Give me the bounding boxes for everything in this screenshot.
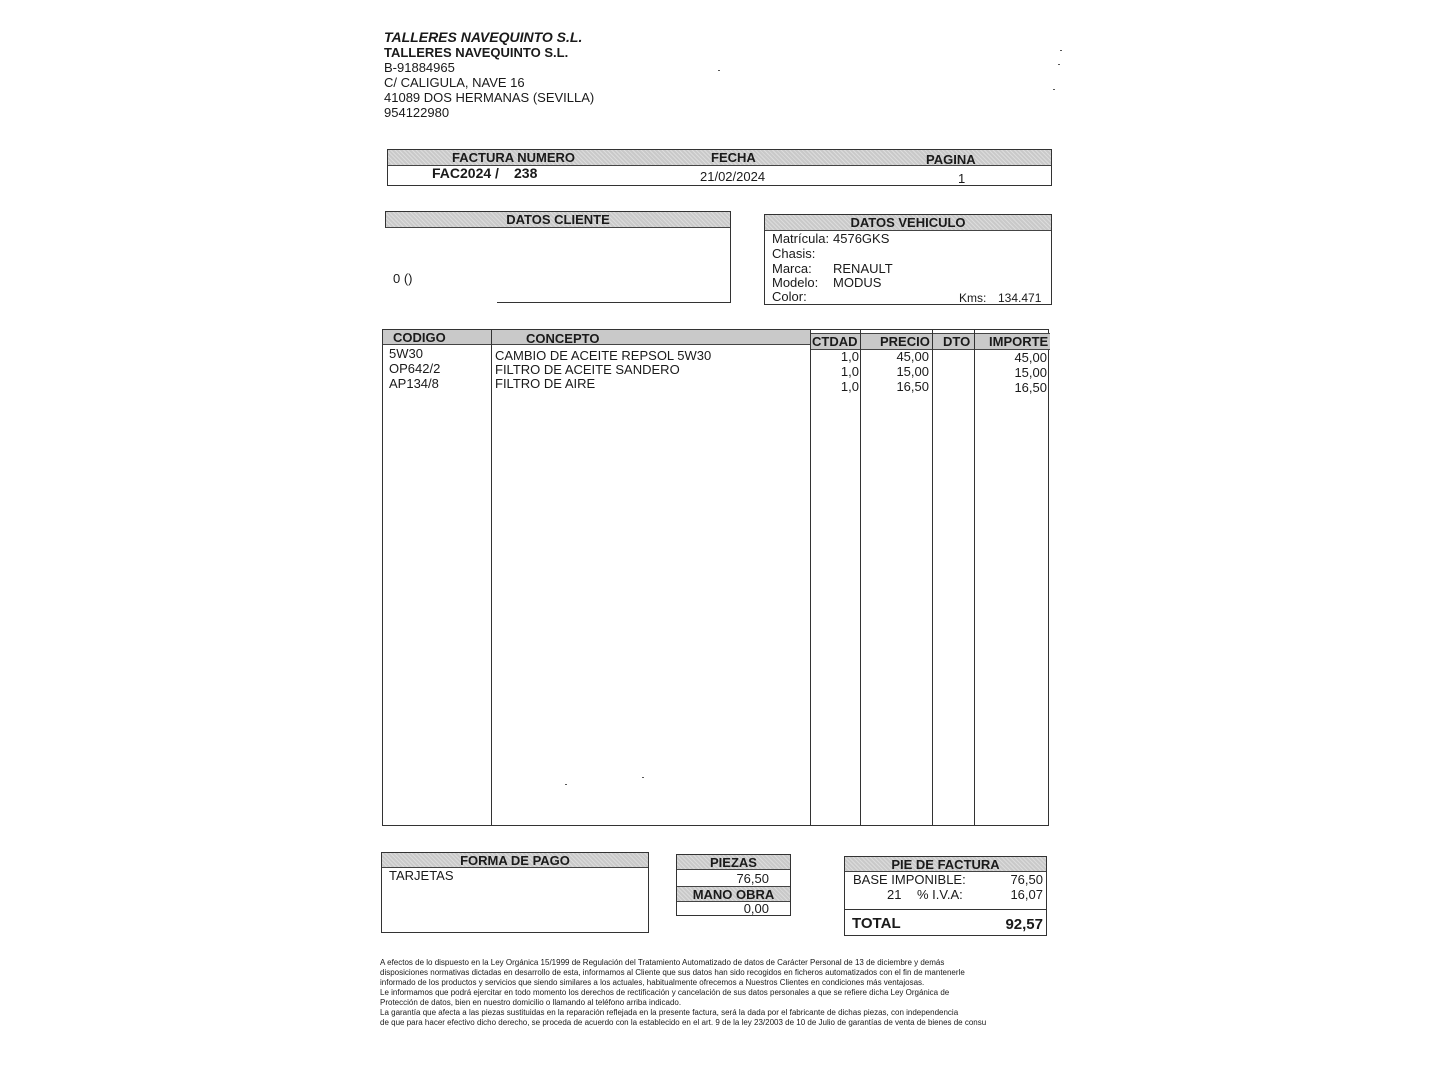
- legal-line: A efectos de lo dispuesto en la Ley Orgánica 15/1999 de Regulación del Tratamiento Automatizado de datos de Carácter Personal de 13 de diciembre y demás: [380, 958, 945, 967]
- invoice-date-label: FECHA: [711, 150, 756, 165]
- row-codigo: AP134/8: [389, 376, 439, 391]
- row-precio: 15,00: [896, 364, 929, 379]
- invoice-number-label: FACTURA NUMERO: [452, 150, 576, 165]
- company-block: [384, 29, 594, 120]
- vehicle-modelo-label: Modelo:: [772, 275, 819, 290]
- row-ctdad: 1,0: [840, 364, 859, 379]
- col-header-codigo: CODIGO: [393, 330, 446, 345]
- col-divider: [810, 330, 811, 825]
- company-phone: 954122980: [384, 105, 450, 120]
- legal-line: disposiciones normativas dictadas en desarrollo de esta, informamos al Cliente que sus datos han sido recogidos en ficheros automatizados con el fin de mantenerle: [380, 968, 965, 977]
- client-line: 0 (): [393, 271, 413, 286]
- mano-obra-label: MANO OBRA: [677, 886, 790, 902]
- client-box-right-edge: [730, 227, 731, 303]
- invoice-info-header: [388, 150, 1051, 166]
- vehicle-matricula-label: Matrícula:: [772, 231, 830, 246]
- company-address: C/ CALIGULA, NAVE 16: [384, 75, 525, 90]
- base-label: BASE IMPONIBLE:: [853, 872, 966, 887]
- col-header-ctdad: CTDAD: [812, 334, 858, 349]
- mano-obra-value: 0,00: [743, 901, 769, 916]
- row-importe: 45,00: [1014, 350, 1047, 365]
- legal-line: Le informamos que podrá ejercitar en todo momento los derechos de rectificación y cancelación de sus datos personales a que se refiere dicha Ley Orgánica de: [380, 988, 950, 997]
- legal-line: Protección de datos, bien en nuestro domicilio o llamando al teléfono arriba indicado.: [380, 998, 682, 1007]
- scan-speck: [1058, 64, 1060, 65]
- legal-line: de que para hacer efectivo dicho derecho, se proceda de acuerdo con la establecido en el art. 9 de la ley 23/2003 de 10 de Julio de garantías de venta de bienes de consu: [380, 1018, 987, 1027]
- row-concepto: FILTRO DE ACEITE SANDERO: [495, 362, 680, 377]
- base-value: 76,50: [1010, 872, 1043, 887]
- col-header-concepto: CONCEPTO: [526, 331, 600, 346]
- payment-box: [381, 852, 649, 933]
- row-ctdad: 1,0: [840, 349, 859, 364]
- client-box: [385, 211, 731, 303]
- col-header-dto: DTO: [943, 334, 971, 349]
- totals-box: [844, 856, 1047, 936]
- col-divider: [860, 330, 861, 825]
- piezas-value: 76,50: [736, 871, 769, 886]
- vehicle-kms-label: Kms:: [959, 291, 987, 305]
- totals-divider: [845, 909, 1046, 910]
- row-concepto: CAMBIO DE ACEITE REPSOL 5W30: [495, 348, 712, 363]
- vehicle-chasis-label: Chasis:: [772, 246, 816, 261]
- scan-speck: [642, 777, 644, 778]
- iva-value: 16,07: [1010, 887, 1043, 902]
- payment-title: FORMA DE PAGO: [382, 853, 648, 868]
- col-divider: [491, 330, 492, 825]
- invoice-date: 21/02/2024: [700, 169, 766, 184]
- invoice-number-prefix: FAC2024 /: [432, 165, 499, 181]
- legal-line: informado de los productos y servicios que siendo similares a los actuales, habitualmente ofrecemos a Nuestros Clientes en condiciones más ventajosas.: [380, 978, 925, 987]
- row-codigo: 5W30: [389, 346, 423, 361]
- scan-speck: [1060, 50, 1062, 51]
- vehicle-color-label: Color:: [772, 289, 807, 304]
- company-name: TALLERES NAVEQUINTO S.L.: [384, 45, 569, 60]
- invoice-page-label: PAGINA: [926, 152, 976, 167]
- totals-title: PIE DE FACTURA: [845, 857, 1046, 872]
- vehicle-marca: RENAULT: [833, 261, 893, 276]
- row-importe: 15,00: [1014, 365, 1047, 380]
- row-concepto: FILTRO DE AIRE: [495, 376, 596, 391]
- total-value: 92,57: [1005, 916, 1043, 933]
- vehicle-marca-label: Marca:: [772, 261, 812, 276]
- payment-method: TARJETAS: [389, 868, 454, 883]
- total-label: TOTAL: [852, 915, 901, 932]
- legal-notice: [380, 958, 1050, 1028]
- legal-line: La garantía que afecta a las piezas sustituidas en la reparación reflejada en la presente factura, será la dada por el fabricante de dichas piezas, con independencia: [380, 1008, 959, 1017]
- company-name-italic: TALLERES NAVEQUINTO S.L.: [384, 29, 583, 45]
- row-precio: 45,00: [896, 349, 929, 364]
- col-divider: [974, 330, 975, 825]
- row-ctdad: 1,0: [840, 379, 859, 394]
- client-box-bottom-edge: [497, 302, 731, 303]
- piezas-label: PIEZAS: [677, 855, 790, 870]
- vehicle-kms: 134.471: [998, 291, 1042, 305]
- invoice-info-box: [387, 149, 1052, 186]
- col-header-importe: IMPORTE: [989, 334, 1049, 349]
- iva-label: % I.V.A:: [917, 887, 963, 902]
- client-title: DATOS CLIENTE: [385, 211, 731, 228]
- scan-speck: [565, 784, 567, 785]
- vehicle-title: DATOS VEHICULO: [765, 215, 1051, 231]
- company-cif: B-91884965: [384, 60, 455, 75]
- col-divider: [932, 330, 933, 825]
- row-codigo: OP642/2: [389, 361, 441, 376]
- invoice-number: 238: [514, 165, 538, 181]
- vehicle-modelo: MODUS: [833, 275, 882, 290]
- company-city: 41089 DOS HERMANAS (SEVILLA): [384, 90, 595, 105]
- col-header-precio: PRECIO: [880, 334, 930, 349]
- vehicle-box: [764, 214, 1052, 305]
- vehicle-matricula: 4576GKS: [833, 231, 890, 246]
- scan-speck: [718, 70, 720, 71]
- row-precio: 16,50: [896, 379, 929, 394]
- iva-rate: 21: [887, 887, 902, 902]
- items-table: [382, 329, 1049, 826]
- parts-box: [676, 854, 791, 916]
- invoice-page: 1: [958, 171, 966, 186]
- row-importe: 16,50: [1014, 380, 1047, 395]
- scan-speck: [1053, 89, 1055, 90]
